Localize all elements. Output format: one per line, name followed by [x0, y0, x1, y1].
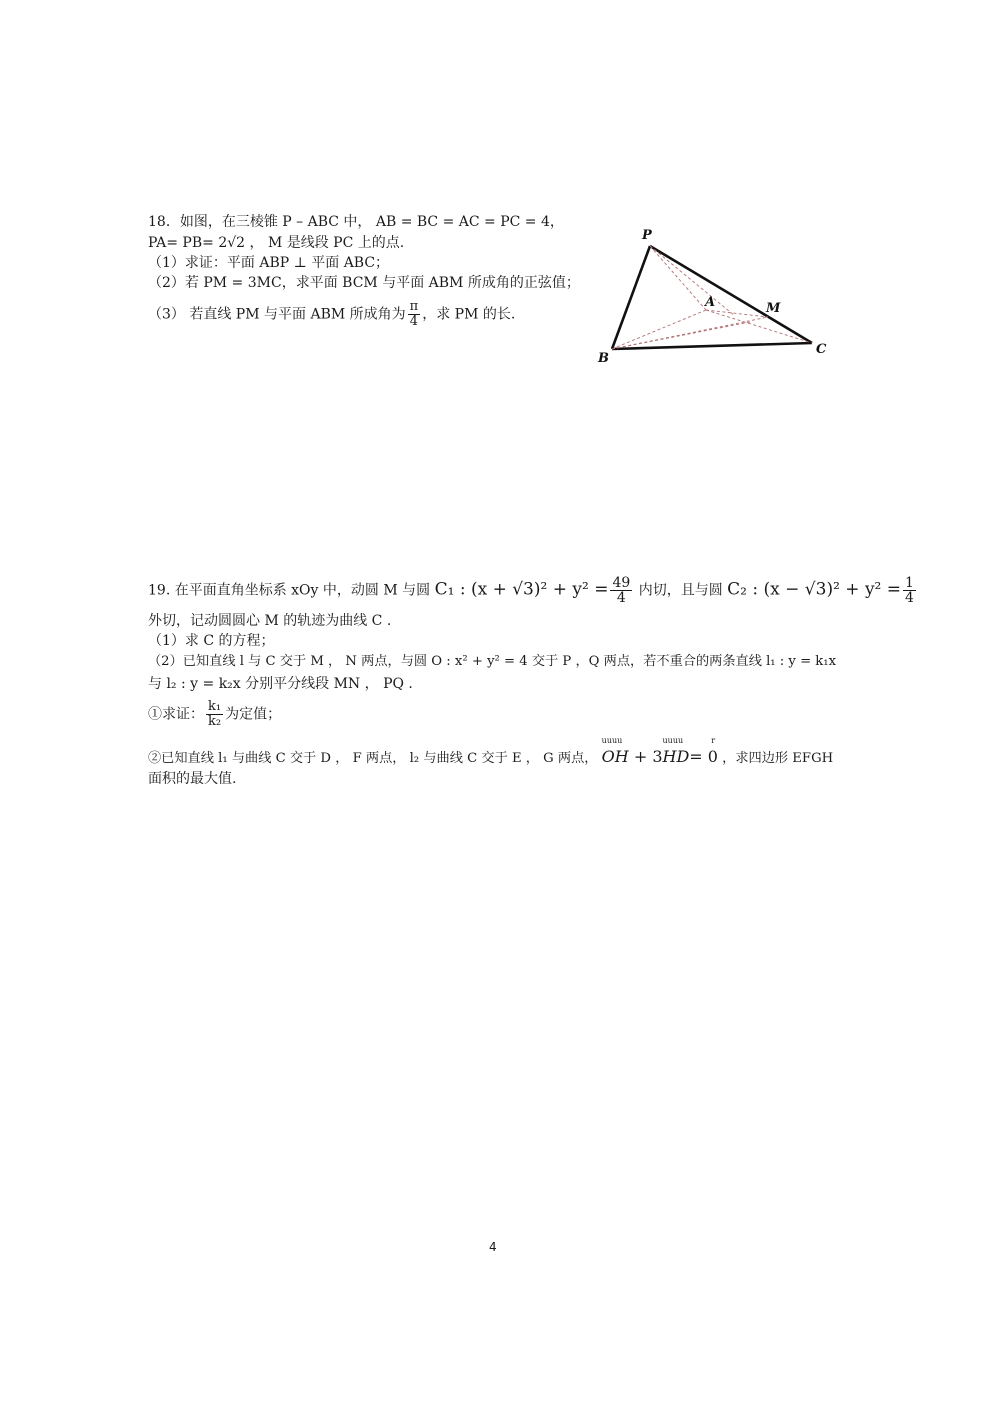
c1-fraction-denominator: 4	[616, 590, 626, 606]
edge-pm-mid	[650, 246, 735, 316]
p19-line3: （1）求 C 的方程；	[148, 633, 275, 649]
label-b: B	[598, 351, 609, 366]
label-c: C	[816, 342, 827, 357]
c2-fraction	[903, 576, 916, 605]
tetrahedron-figure	[590, 222, 840, 368]
vector-hd-mark: uuuu	[662, 736, 684, 745]
p19-line2: 外切，记动圆圆心 M 的轨迹为曲线 C .	[148, 613, 392, 629]
p19-line6	[148, 700, 281, 729]
vector-hd	[662, 736, 690, 768]
edge-pb	[612, 246, 650, 349]
k1-over-k2-fraction	[206, 700, 223, 729]
edge-ab	[612, 310, 706, 349]
fraction-numerator: π	[409, 299, 419, 314]
p18-line1: 18．如图，在三棱锥 P – ABC 中， AB = BC = AC = PC = 4，	[148, 214, 564, 230]
label-p: P	[642, 228, 652, 243]
c1-fraction	[610, 576, 632, 605]
p18-line4: （2）若 PM = 3MC，求平面 BCM 与平面 ABM 所成角的正弦值；	[148, 275, 580, 291]
p19-line7-pre: ②已知直线 l₁ 与曲线 C 交于 D ， F 两点， l₂ 与曲线 C 交于 E ， G 两点，	[148, 751, 598, 766]
edge-pa	[650, 246, 706, 310]
edge-bc	[612, 343, 812, 349]
vector-hd-label: HD	[662, 747, 690, 766]
p18-line5-post: ，求 PM 的长.	[422, 306, 516, 323]
p18-line5	[148, 300, 515, 329]
vector-zero	[689, 736, 718, 768]
vector-zero-mark: r	[711, 736, 716, 745]
c1-fraction-numerator: 49	[612, 575, 631, 591]
p19-line1	[148, 576, 918, 605]
p18-line5-pre: （3） 若直线 PM 与平面 ABM 所成角为	[148, 306, 406, 323]
p19-line4: （2）已知直线 l 与 C 交于 M ， N 两点，与圆 O : x² + y² = 4 交于 P ，Q 两点，若不重合的两条直线 l₁ : y = k₁x	[148, 654, 837, 669]
p18-line3: （1）求证：平面 ABP ⊥ 平面 ABC；	[148, 255, 390, 271]
vector-equals-zero: = 0	[689, 747, 718, 766]
edge-pc	[650, 246, 812, 343]
vector-plus-3: + 3	[628, 747, 663, 766]
circle-c1-equation: C₁ : (x + √3)² + y² =	[434, 579, 609, 600]
p19-line1-a: 19. 在平面直角坐标系 xOy 中，动圆 M 与圆	[148, 582, 431, 599]
c2-fraction-denominator: 4	[905, 590, 914, 606]
p19-line7	[148, 736, 834, 768]
pi-over-4-fraction	[408, 300, 421, 329]
fraction-denominator: 4	[409, 314, 419, 329]
vector-oh	[601, 736, 629, 768]
p19-line6-post: 为定值；	[225, 706, 282, 723]
label-m: M	[766, 301, 781, 316]
k2-denominator: k₂	[208, 714, 222, 729]
p19-line5: 与 l₂ : y = k₂x 分别平分线段 MN ， PQ .	[148, 676, 413, 692]
p18-line2: PA= PB= 2√2 ， M 是线段 PC 上的点.	[148, 235, 405, 251]
label-a: A	[705, 295, 716, 310]
k1-numerator: k₁	[208, 699, 222, 714]
circle-c2-equation: C₂ : (x − √3)² + y² =	[727, 579, 902, 600]
page-number: 4	[489, 1240, 497, 1254]
vector-oh-mark: uuuu	[601, 736, 623, 745]
c2-fraction-numerator: 1	[905, 575, 914, 591]
p19-line1-b: 内切，且与圆	[638, 582, 723, 599]
p19-line6-pre: ①求证：	[148, 706, 204, 723]
vector-oh-label: OH	[601, 747, 629, 766]
p19-line8: 面积的最大值.	[148, 771, 237, 787]
p19-line7-post: ，求四边形 EFGH	[722, 751, 834, 766]
